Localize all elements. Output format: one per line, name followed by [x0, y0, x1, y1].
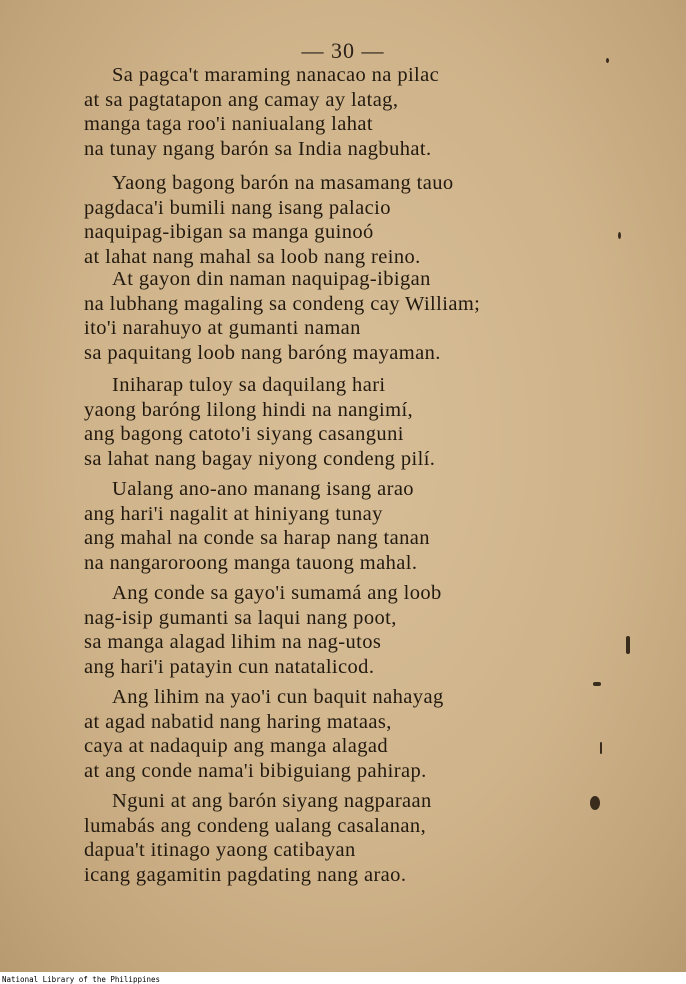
verse-line: ang hari'i nagalit at hiniyang tunay [84, 502, 383, 525]
ink-speck [590, 796, 600, 810]
verse-line: sa manga alagad lihim na nag-utos [84, 631, 382, 653]
verse-line: At gayon din naman naquipag-ibigan [112, 268, 431, 290]
verse-line: dapua't itinago yaong catibayan [84, 839, 356, 861]
verse-line: at lahat nang mahal sa loob nang reino. [84, 245, 421, 268]
verse-line: ang mahal na conde sa harap nang tanan [84, 527, 430, 549]
verse-line: ang hari'i patayin cun natatalicod. [84, 655, 375, 678]
verse-line: ito'i narahuyo at gumanti naman [84, 317, 361, 339]
verse-line: at ang conde nama'i bibiguiang pahirap. [84, 759, 427, 782]
verse-line: Sa pagca't maraming nanacao na pilac [112, 64, 440, 86]
verse-line: na lubhang magaling sa condeng cay William; [84, 292, 481, 315]
ink-speck [606, 58, 609, 63]
verse-line: nag-isip gumanti sa laqui nang poot, [84, 606, 397, 629]
footer-credit: National Library of the Philippines [2, 975, 161, 984]
verse-line: yaong baróng lilong hindi na nangimí, [84, 398, 414, 421]
page-number: — 30 — [301, 38, 385, 63]
verse-line: na tunay ngang barón sa India nagbuhat. [84, 137, 432, 160]
verse-line: Ang lihim na yao'i cun baquit nahayag [112, 686, 444, 708]
verse-line: Iniharap tuloy sa daquilang hari [112, 374, 386, 396]
ink-speck [600, 742, 602, 754]
verse-line: naquipag-ibigan sa manga guinoó [84, 221, 374, 243]
verse-line: sa lahat nang bagay niyong condeng pilí. [84, 447, 436, 470]
ink-speck [593, 682, 601, 686]
verse-line: manga taga roo'i naniualang lahat [84, 113, 373, 135]
verse-line: Yaong bagong barón na masamang tauo [112, 172, 454, 194]
verse-line: Ang conde sa gayo'i sumamá ang loob [112, 582, 442, 604]
verse-line: icang gagamitin pagdating nang arao. [84, 863, 407, 886]
verse-line: ang bagong catoto'i siyang casanguni [84, 423, 404, 445]
verse-line: lumabás ang condeng ualang casalanan, [84, 814, 427, 837]
verse-line: at agad nabatid nang haring mataas, [84, 710, 392, 733]
verse-line: na nangaroroong manga tauong mahal. [84, 551, 418, 574]
ink-speck [618, 232, 621, 239]
verse-line: sa paquitang loob nang baróng mayaman. [84, 341, 441, 364]
verse-line: pagdaca'i bumili nang isang palacio [84, 196, 391, 219]
verse-line: Nguni at ang barón siyang nagparaan [112, 790, 432, 812]
verse-line: at sa pagtatapon ang camay ay latag, [84, 88, 399, 111]
ink-speck [626, 636, 630, 654]
verse-line: Ualang ano-ano manang isang arao [112, 478, 414, 500]
verse-line: caya at nadaquip ang manga alagad [84, 735, 389, 757]
